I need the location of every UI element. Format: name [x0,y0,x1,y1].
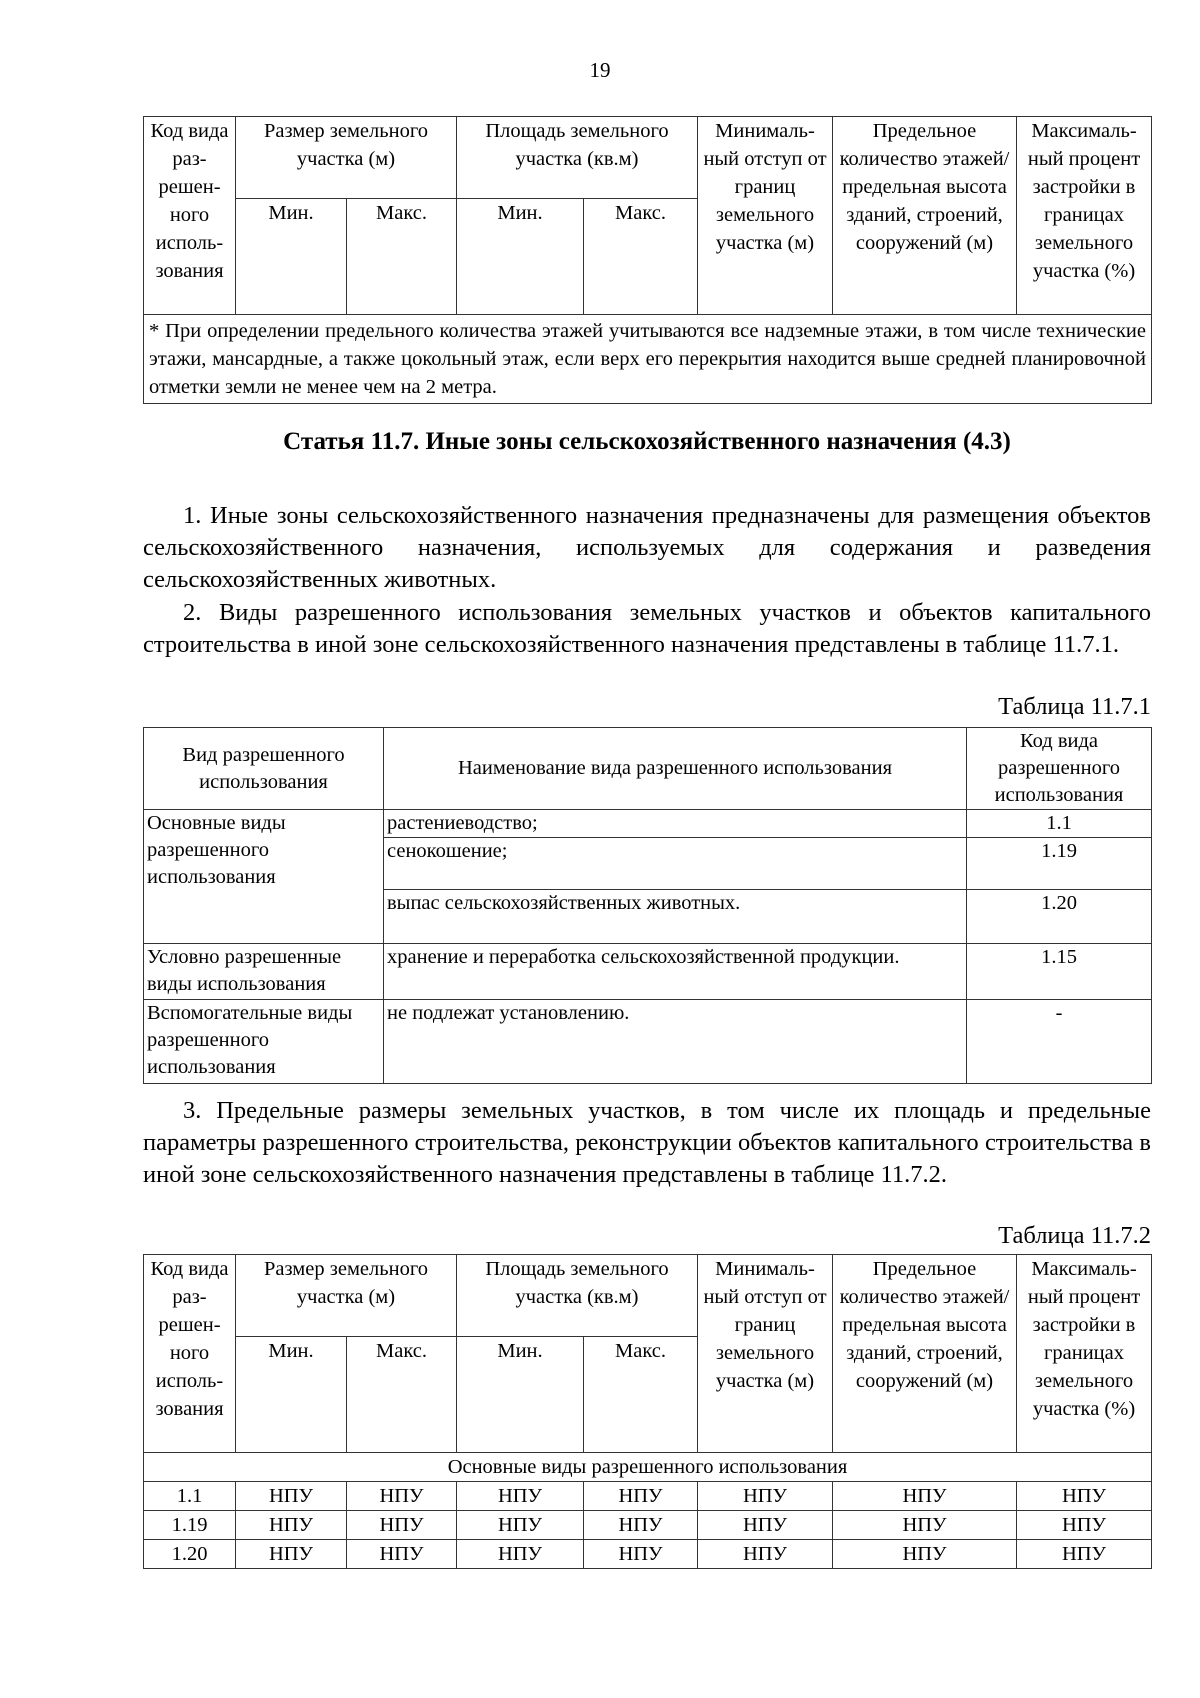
header-code: Код вида раз-решен-ного исполь-зования [144,1255,236,1453]
row-code: 1.1 [144,1482,236,1511]
header-floors: Предельное количество этажей/ предельная высота зданий, строений, сооружений (м) [833,117,1017,315]
header-kind: Вид разрешенного использования [144,728,384,810]
use-code: 1.1 [967,810,1152,838]
cell-value: НПУ [833,1511,1017,1540]
cell-value: НПУ [457,1482,584,1511]
cell-value: НПУ [236,1540,347,1569]
cell-value: НПУ [347,1540,457,1569]
continued-parameters-table [143,116,1152,404]
cell-value: НПУ [584,1511,698,1540]
row-code: 1.19 [144,1511,236,1540]
cell-value: НПУ [584,1482,698,1511]
cell-value: НПУ [347,1511,457,1540]
page-number: 19 [589,58,611,82]
cell-value: НПУ [236,1511,347,1540]
cell-value: НПУ [584,1540,698,1569]
paragraph-3: 3. Предельные размеры земельных участков, в том числе их площадь и предельные параметры разрешенного строительства, реконструкции объектов капитального строительства в иной зоне сельскохозяйственного назначения представлены в таблице 11.7.2. [143,1097,1151,1188]
header-setback: Минималь-ный отступ от границ земельного участка (м) [698,1255,833,1453]
header-size-max: Макс. [347,1337,457,1453]
cell-value: НПУ [833,1540,1017,1569]
parameters-table [143,1254,1152,1569]
header-percent: Максималь-ный процент застройки в границах земельного участка (%) [1017,1255,1152,1453]
header-area-min: Мин. [457,1337,584,1453]
cell-value: НПУ [1017,1540,1152,1569]
header-percent: Максималь-ный процент застройки в границах земельного участка (%) [1017,117,1152,315]
header-area-min: Мин. [457,199,584,315]
cell-value: НПУ [347,1482,457,1511]
cell-value: НПУ [1017,1482,1152,1511]
header-size-max: Макс. [347,199,457,315]
use-name: растениеводство; [384,810,967,838]
use-name: выпас сельскохозяйственных животных. [384,890,967,944]
header-size: Размер земельного участка (м) [236,117,457,199]
cell-value: НПУ [457,1511,584,1540]
cell-value: НПУ [698,1511,833,1540]
table-footnote: * При определении предельного количества этажей учитываются все надземные этажи, в том числе технические этажи, мансардные, а также цокольный этаж, если верх его перекрытия находится выше средней планировочной отметки земли не менее чем на 2 метра. [144,315,1152,404]
paragraph-2: 2. Виды разрешенного использования земельных участков и объектов капитального строительства в иной зоне сельскохозяйственного назначения представлены в таблице 11.7.1. [143,599,1151,658]
header-area-max: Макс. [584,199,698,315]
use-code: 1.19 [967,838,1152,890]
section-label: Основные виды разрешенного использования [144,1453,1152,1482]
group-auxiliary: Вспомогательные виды разрешенного использования [144,1000,384,1084]
header-area-max: Макс. [584,1337,698,1453]
group-conditional: Условно разрешенные виды использования [144,944,384,1000]
header-area: Площадь земельного участка (кв.м) [457,1255,698,1337]
table-1171-caption: Таблица 11.7.1 [998,693,1151,720]
use-code: 1.15 [967,944,1152,1000]
paragraph-1: 1. Иные зоны сельскохозяйственного назначения предназначены для размещения объектов сельскохозяйственного назначения, используемых для содержания и разведения сельскохозяйственных животных. [143,502,1151,593]
use-name: сенокошение; [384,838,967,890]
cell-value: НПУ [698,1482,833,1511]
use-name: хранение и переработка сельскохозяйственной продукции. [384,944,967,1000]
row-code: 1.20 [144,1540,236,1569]
cell-value: НПУ [457,1540,584,1569]
article-heading: Статья 11.7. Иные зоны сельскохозяйственного назначения (4.3) [283,428,1011,455]
header-area: Площадь земельного участка (кв.м) [457,117,698,199]
header-use-code: Код вида разрешенного использования [967,728,1152,810]
table-row [144,1540,1152,1569]
header-size-min: Мин. [236,199,347,315]
cell-value: НПУ [833,1482,1017,1511]
use-code: - [967,1000,1152,1084]
cell-value: НПУ [236,1482,347,1511]
table-row [144,1482,1152,1511]
header-size: Размер земельного участка (м) [236,1255,457,1337]
header-name: Наименование вида разрешенного использования [384,728,967,810]
table-row [144,1511,1152,1540]
permitted-use-table [143,727,1152,1084]
cell-value: НПУ [698,1540,833,1569]
cell-value: НПУ [1017,1511,1152,1540]
header-floors: Предельное количество этажей/ предельная высота зданий, строений, сооружений (м) [833,1255,1017,1453]
group-main: Основные виды разрешенного использования [144,810,384,944]
use-code: 1.20 [967,890,1152,944]
header-size-min: Мин. [236,1337,347,1453]
use-name: не подлежат установлению. [384,1000,967,1084]
header-setback: Минималь-ный отступ от границ земельного участка (м) [698,117,833,315]
table-1172-caption: Таблица 11.7.2 [998,1222,1151,1249]
header-code: Код вида раз-решен-ного исполь-зования [144,117,236,315]
